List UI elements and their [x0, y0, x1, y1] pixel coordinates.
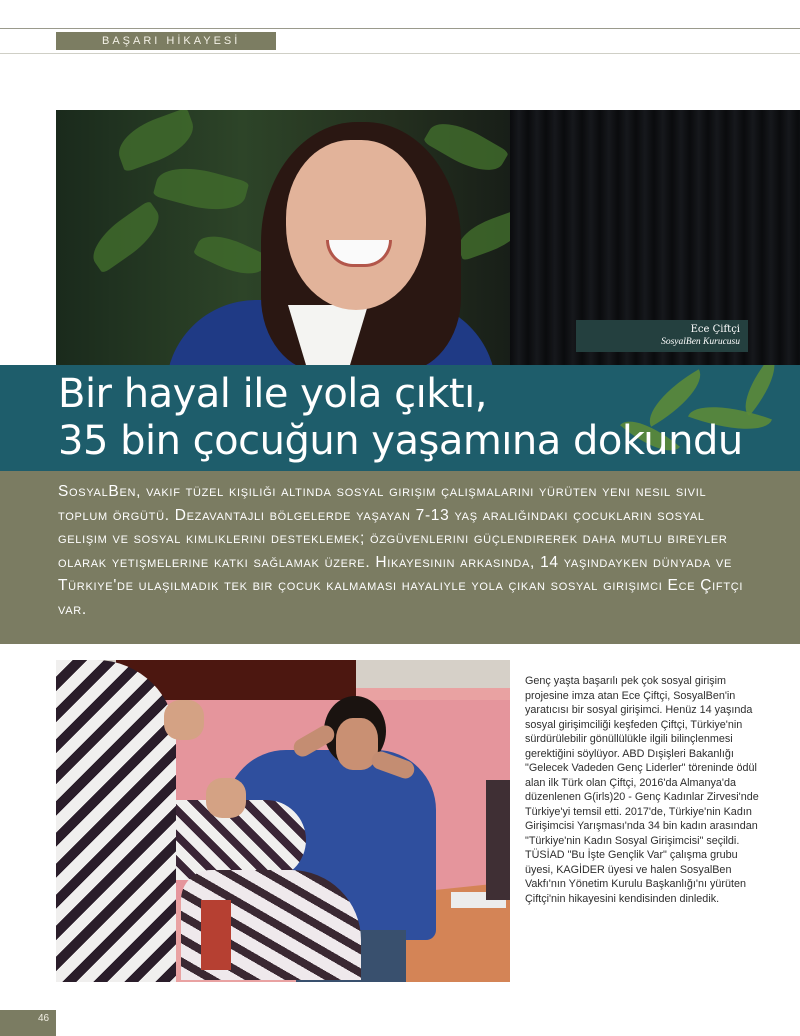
lead-paragraph: SosyalBen, vakıf tüzel kişiliği altında sosyal girişim çalışmalarını yürüten yeni nesil sivil toplum örgütü. Dezavantajlı bölgelerde yaşayan 7-13 yaş aralığındaki çocukların sosyal gelişim ve sosyal kimliklerini desteklemek; özgüvenlerini güçlendirerek daha mutlu bireyler olarak yetişmelerine katkı sağlamak üzere. Hikayesinin arkasında, 14 yaşındayken dünyada ve Türkiye'de ulaşılmadık tek bir çocuk kalmaması hayaliyle yola çıkan sosyal girişimci Ece Çiftçi var.: [58, 483, 744, 618]
top-rule: [0, 28, 800, 29]
body-paragraph: Genç yaşta başarılı pek çok sosyal girişim projesine imza atan Ece Çiftçi, SosyalBen'in yaratıcısı bir sosyal girişimci. Henüz 14 yaşında sosyal girişimciliği keşfeden Çiftçi, Türkiye'nin sürdürülebilir gönüllülükle ilgili bilinçlenmesi gerektiğini söylüyor. ABD Dışişleri Bakanlığı "Gelecek Vadeden Genç Liderler" töreninde ödül alan ilk Türk olan Çiftçi, 2016'da Almanya'da düzenlenen G(irls)20 - Genç Kadınlar Zirvesi'nde Türkiye'yi temsil etti. 2017'de, Türkiye'nin Kadın Girişimcisi Yarışması'nda 34 bin kadın arasından "Türkiye'nin Kadın Sosyal Girişimcisi" seçildi. TÜSİAD "Bu İşte Gençlik Var" çalışma grubu üyesi, KAGİDER üyesi ve halen SosyalBen Vakfı'nın Yönetim Kurulu Başkanlığı'nı yürüten Çiftçi'nin hikayesini kendisinden dinledik.: [525, 675, 759, 905]
section-tag: BAŞARI HİKAYESİ: [56, 32, 276, 50]
caption-name: Ece Çiftçi: [690, 324, 740, 335]
headline-line-1: Bir hayal ile yola çıktı,: [58, 371, 487, 417]
caption-role: SosyalBen Kurucusu: [661, 337, 740, 347]
headline-line-2: 35 bin çocuğun yaşamına dokundu: [58, 418, 743, 464]
workshop-photo: [56, 660, 510, 982]
face: [286, 140, 426, 310]
page-number: 46: [0, 1010, 56, 1036]
header-rule: [0, 53, 800, 54]
photo-caption: [576, 320, 748, 352]
